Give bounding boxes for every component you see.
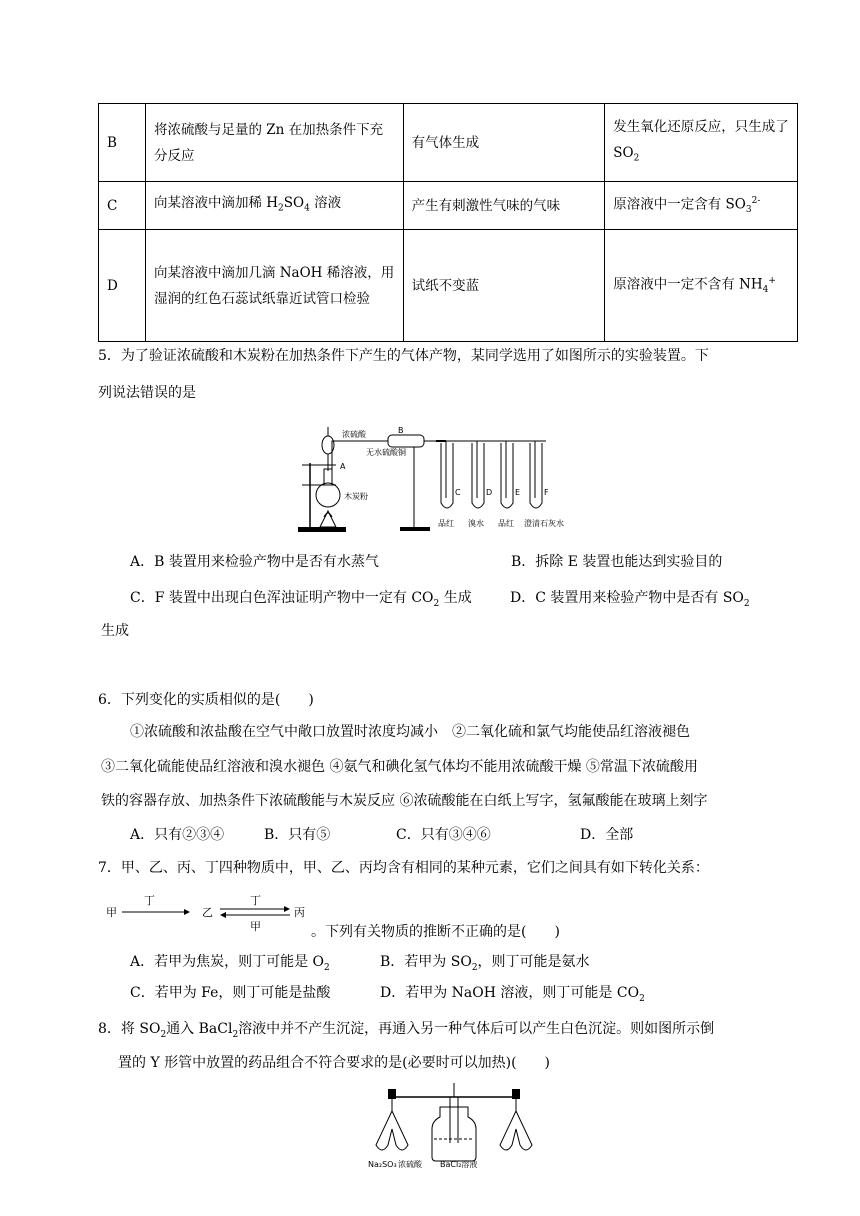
- operation-cell: 将浓硫酸与足量的 Zn 在加热条件下充分反应: [145, 104, 403, 182]
- q5-apparatus-figure: [296, 423, 580, 535]
- label-b: B: [398, 426, 404, 435]
- q7-option-b: B．若甲为 $SO_2$，则丁可能是氨水: [380, 954, 590, 973]
- operation-cell: 向某溶液中滴加稀 $H_2SO_4$ 溶液: [145, 182, 403, 230]
- label-na2so3: Na₂SO₃: [368, 1160, 397, 1169]
- label-d: D: [486, 488, 493, 497]
- q8-line1: 8．将 $SO_2$通入 BaCl$_2$溶液中并不产生沉淀，再通入另一种气体后可以产生白色沉淀。则如图所示倒: [98, 1021, 715, 1040]
- label-pinhong-1: 品红: [438, 519, 454, 528]
- phenomenon-cell: 试纸不变蓝: [403, 230, 605, 342]
- q6-option-b: B．只有⑤: [264, 827, 331, 843]
- q4-table: [98, 103, 798, 342]
- scheme-bing: 丙: [294, 906, 305, 919]
- q6-option-a: A．只有②③④: [130, 827, 225, 843]
- scheme-jia: 甲: [106, 906, 117, 919]
- q6-line3: 铁的容器存放、加热条件下浓硫酸能与木炭反应 ⑥浓硫酸能在白纸上写字，氢氟酸能在玻璃上刻字: [101, 793, 708, 809]
- q7-option-a: A．若甲为焦炭，则丁可能是 $O_2$: [130, 954, 330, 973]
- q5-option-b: B．拆除 E 装置也能达到实验目的: [511, 554, 723, 570]
- label-bacl2: BaCl₂溶液: [440, 1160, 478, 1169]
- label-bromine: 溴水: [468, 519, 484, 528]
- label-c: C: [455, 488, 461, 497]
- label-conc-acid: 浓硫酸: [398, 1160, 422, 1169]
- label-conc-acid: 浓硫酸: [342, 430, 366, 439]
- q8-apparatus-figure: [368, 1083, 540, 1169]
- q8-line2: 置的 Y 形管中放置的药品组合不符合要求的是(必要时可以加热)( ): [118, 1055, 550, 1071]
- q5-option-d-wrap: 生成: [101, 623, 129, 639]
- table-row: [99, 230, 798, 342]
- q7-option-d: D．若甲为 NaOH 溶液，则丁可能是 $CO_2$: [380, 985, 645, 1004]
- q6-option-d: D．全部: [580, 827, 634, 843]
- q5-stem-line2: 列说法错误的是: [98, 385, 196, 401]
- conclusion-cell: 原溶液中一定含有 $SO_3^{2-}$: [605, 182, 798, 230]
- operation-cell: 向某溶液中滴加几滴 NaOH 稀溶液，用湿润的红色石蕊试纸靠近试管口检验: [145, 230, 403, 342]
- q7-stem: 7．甲、乙、丙、丁四种物质中，甲、乙、丙均含有相同的某种元素，它们之间具有如下转化关系：: [98, 860, 709, 876]
- q6-stem: 6．下列变化的实质相似的是( ): [98, 692, 314, 708]
- q7-tail: 。下列有关物质的推断不正确的是( ): [311, 924, 560, 940]
- scheme-yi: 乙: [202, 906, 213, 919]
- conclusion-cell: 原溶液中一定不含有 $NH_4^+$: [605, 230, 798, 342]
- row-letter: B: [99, 104, 146, 182]
- label-limewater: 澄清石灰水: [524, 519, 564, 528]
- label-a: A: [340, 462, 346, 471]
- q6-option-c: C．只有③④⑥: [396, 827, 491, 843]
- label-pinhong-2: 品红: [498, 519, 514, 528]
- label-e: E: [515, 488, 521, 497]
- row-letter: D: [99, 230, 146, 342]
- label-cuso4: 无水硫酸铜: [366, 448, 406, 457]
- label-f: F: [544, 488, 549, 497]
- table-row: [99, 182, 798, 230]
- label-charcoal: 木炭粉: [344, 492, 368, 501]
- table-row: [99, 104, 798, 182]
- q5-option-a: A．B 装置用来检验产物中是否有水蒸气: [130, 554, 379, 570]
- q6-line1: ①浓硫酸和浓盐酸在空气中敞口放置时浓度均减小 ②二氧化硫和氯气均能使品红溶液褪色: [130, 724, 690, 740]
- scheme-ding-2: 丁: [250, 894, 261, 907]
- conclusion-cell: 发生氧化还原反应，只生成了 $SO_2$: [605, 104, 798, 182]
- row-letter: C: [99, 182, 146, 230]
- scheme-ding-1: 丁: [144, 894, 155, 907]
- q5-stem-line1: 5．为了验证浓硫酸和木炭粉在加热条件下产生的气体产物，某同学选用了如图所示的实验装置。下: [98, 348, 709, 364]
- q7-conversion-scheme: [104, 894, 318, 934]
- scheme-jia-2: 甲: [250, 920, 261, 933]
- q7-option-c: C．若甲为 Fe，则丁可能是盐酸: [130, 985, 331, 1001]
- q5-option-c: C．F 装置中出现白色浑浊证明产物中一定有 $CO_2$ 生成: [130, 590, 472, 609]
- q6-line2: ③二氧化硫能使品红溶液和溴水褪色 ④氨气和碘化氢气体均不能用浓硫酸干燥 ⑤常温下浓硫酸用: [101, 759, 698, 775]
- q5-option-d: D．C 装置用来检验产物中是否有 $SO_2$: [510, 590, 750, 609]
- phenomenon-cell: 产生有刺激性气味的气味: [403, 182, 605, 230]
- phenomenon-cell: 有气体生成: [403, 104, 605, 182]
